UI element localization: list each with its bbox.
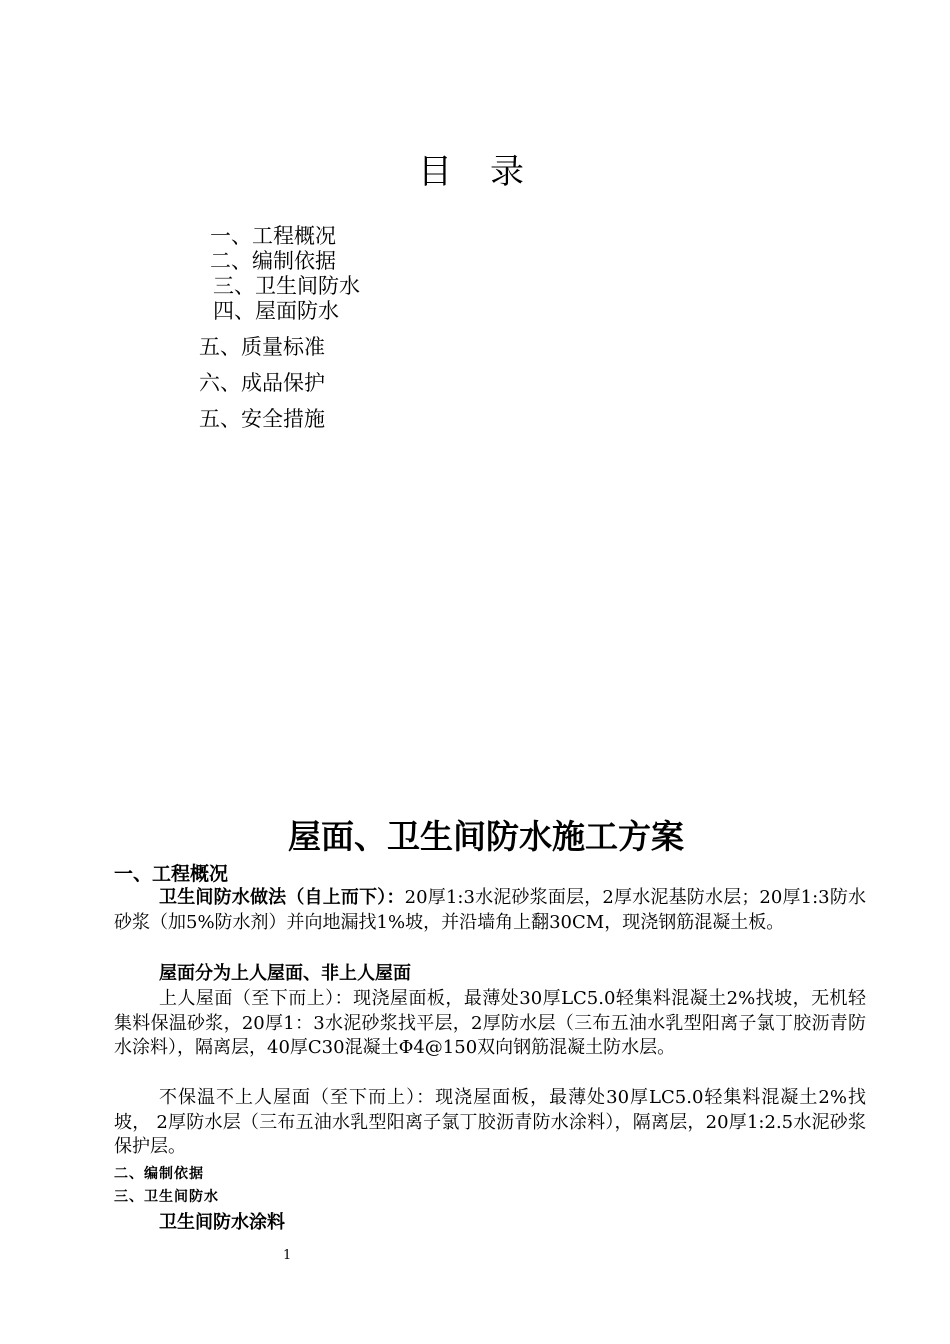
section-heading-basis: 二、编制依据 <box>114 1166 204 1182</box>
paragraph-bold-lead: 卫生间防水做法（自上而下）： <box>159 887 405 908</box>
page-number: 1 <box>283 1248 292 1263</box>
toc-item-safety-measures[interactable]: 五、安全措施 <box>199 407 325 431</box>
toc-item-overview[interactable]: 一、工程概况 <box>210 224 336 248</box>
toc-title: 目录 <box>418 152 562 192</box>
toc-item-product-protection[interactable]: 六、成品保护 <box>199 371 325 395</box>
document-title: 屋面、卫生间防水施工方案 <box>288 817 684 856</box>
toc-item-basis[interactable]: 二、编制依据 <box>210 249 336 273</box>
paragraph-body: 20厚1:3水泥砂浆面层，2厚水泥基防水层；20厚1:3防水砂浆（加5%防水剂）并向地漏找1%坡，并沿墙角上翻30CM，现浇钢筋混凝土板。 <box>114 887 867 933</box>
section-heading-bathroom-waterproofing: 三、卫生间防水 <box>114 1189 219 1205</box>
toc-item-bathroom-waterproofing[interactable]: 三、卫生间防水 <box>213 274 360 298</box>
section-heading-overview: 一、工程概况 <box>114 863 229 885</box>
paragraph-non-accessible-roof: 不保温不上人屋面（至下而上）：现浇屋面板，最薄处30厚LC5.0轻集料混凝土2%找坡， 2厚防水层（三布五油水乳型阳离子氯丁胶沥青防水涂料），隔离层，20厚1:2.5水泥砂浆保护层。 <box>114 1087 866 1157</box>
toc-item-roof-waterproofing[interactable]: 四、屋面防水 <box>213 299 339 323</box>
paragraph-accessible-roof: 上人屋面（至下而上）：现浇屋面板，最薄处30厚LC5.0轻集料混凝土2%找坡，无机轻集料保温砂浆，20厚1：3水泥砂浆找平层，2厚防水层（三布五油水乳型阳离子氯丁胶沥青防水涂料），隔离层，40厚C30混凝土Φ4@150双向钢筋混凝土防水层。 <box>114 988 866 1058</box>
toc-item-quality-standard[interactable]: 五、质量标准 <box>199 335 325 359</box>
subheading-bathroom-coating: 卫生间防水涂料 <box>159 1212 285 1233</box>
paragraph-bathroom-method <box>114 886 866 935</box>
subheading-roof-types: 屋面分为上人屋面、非上人屋面 <box>159 963 411 984</box>
